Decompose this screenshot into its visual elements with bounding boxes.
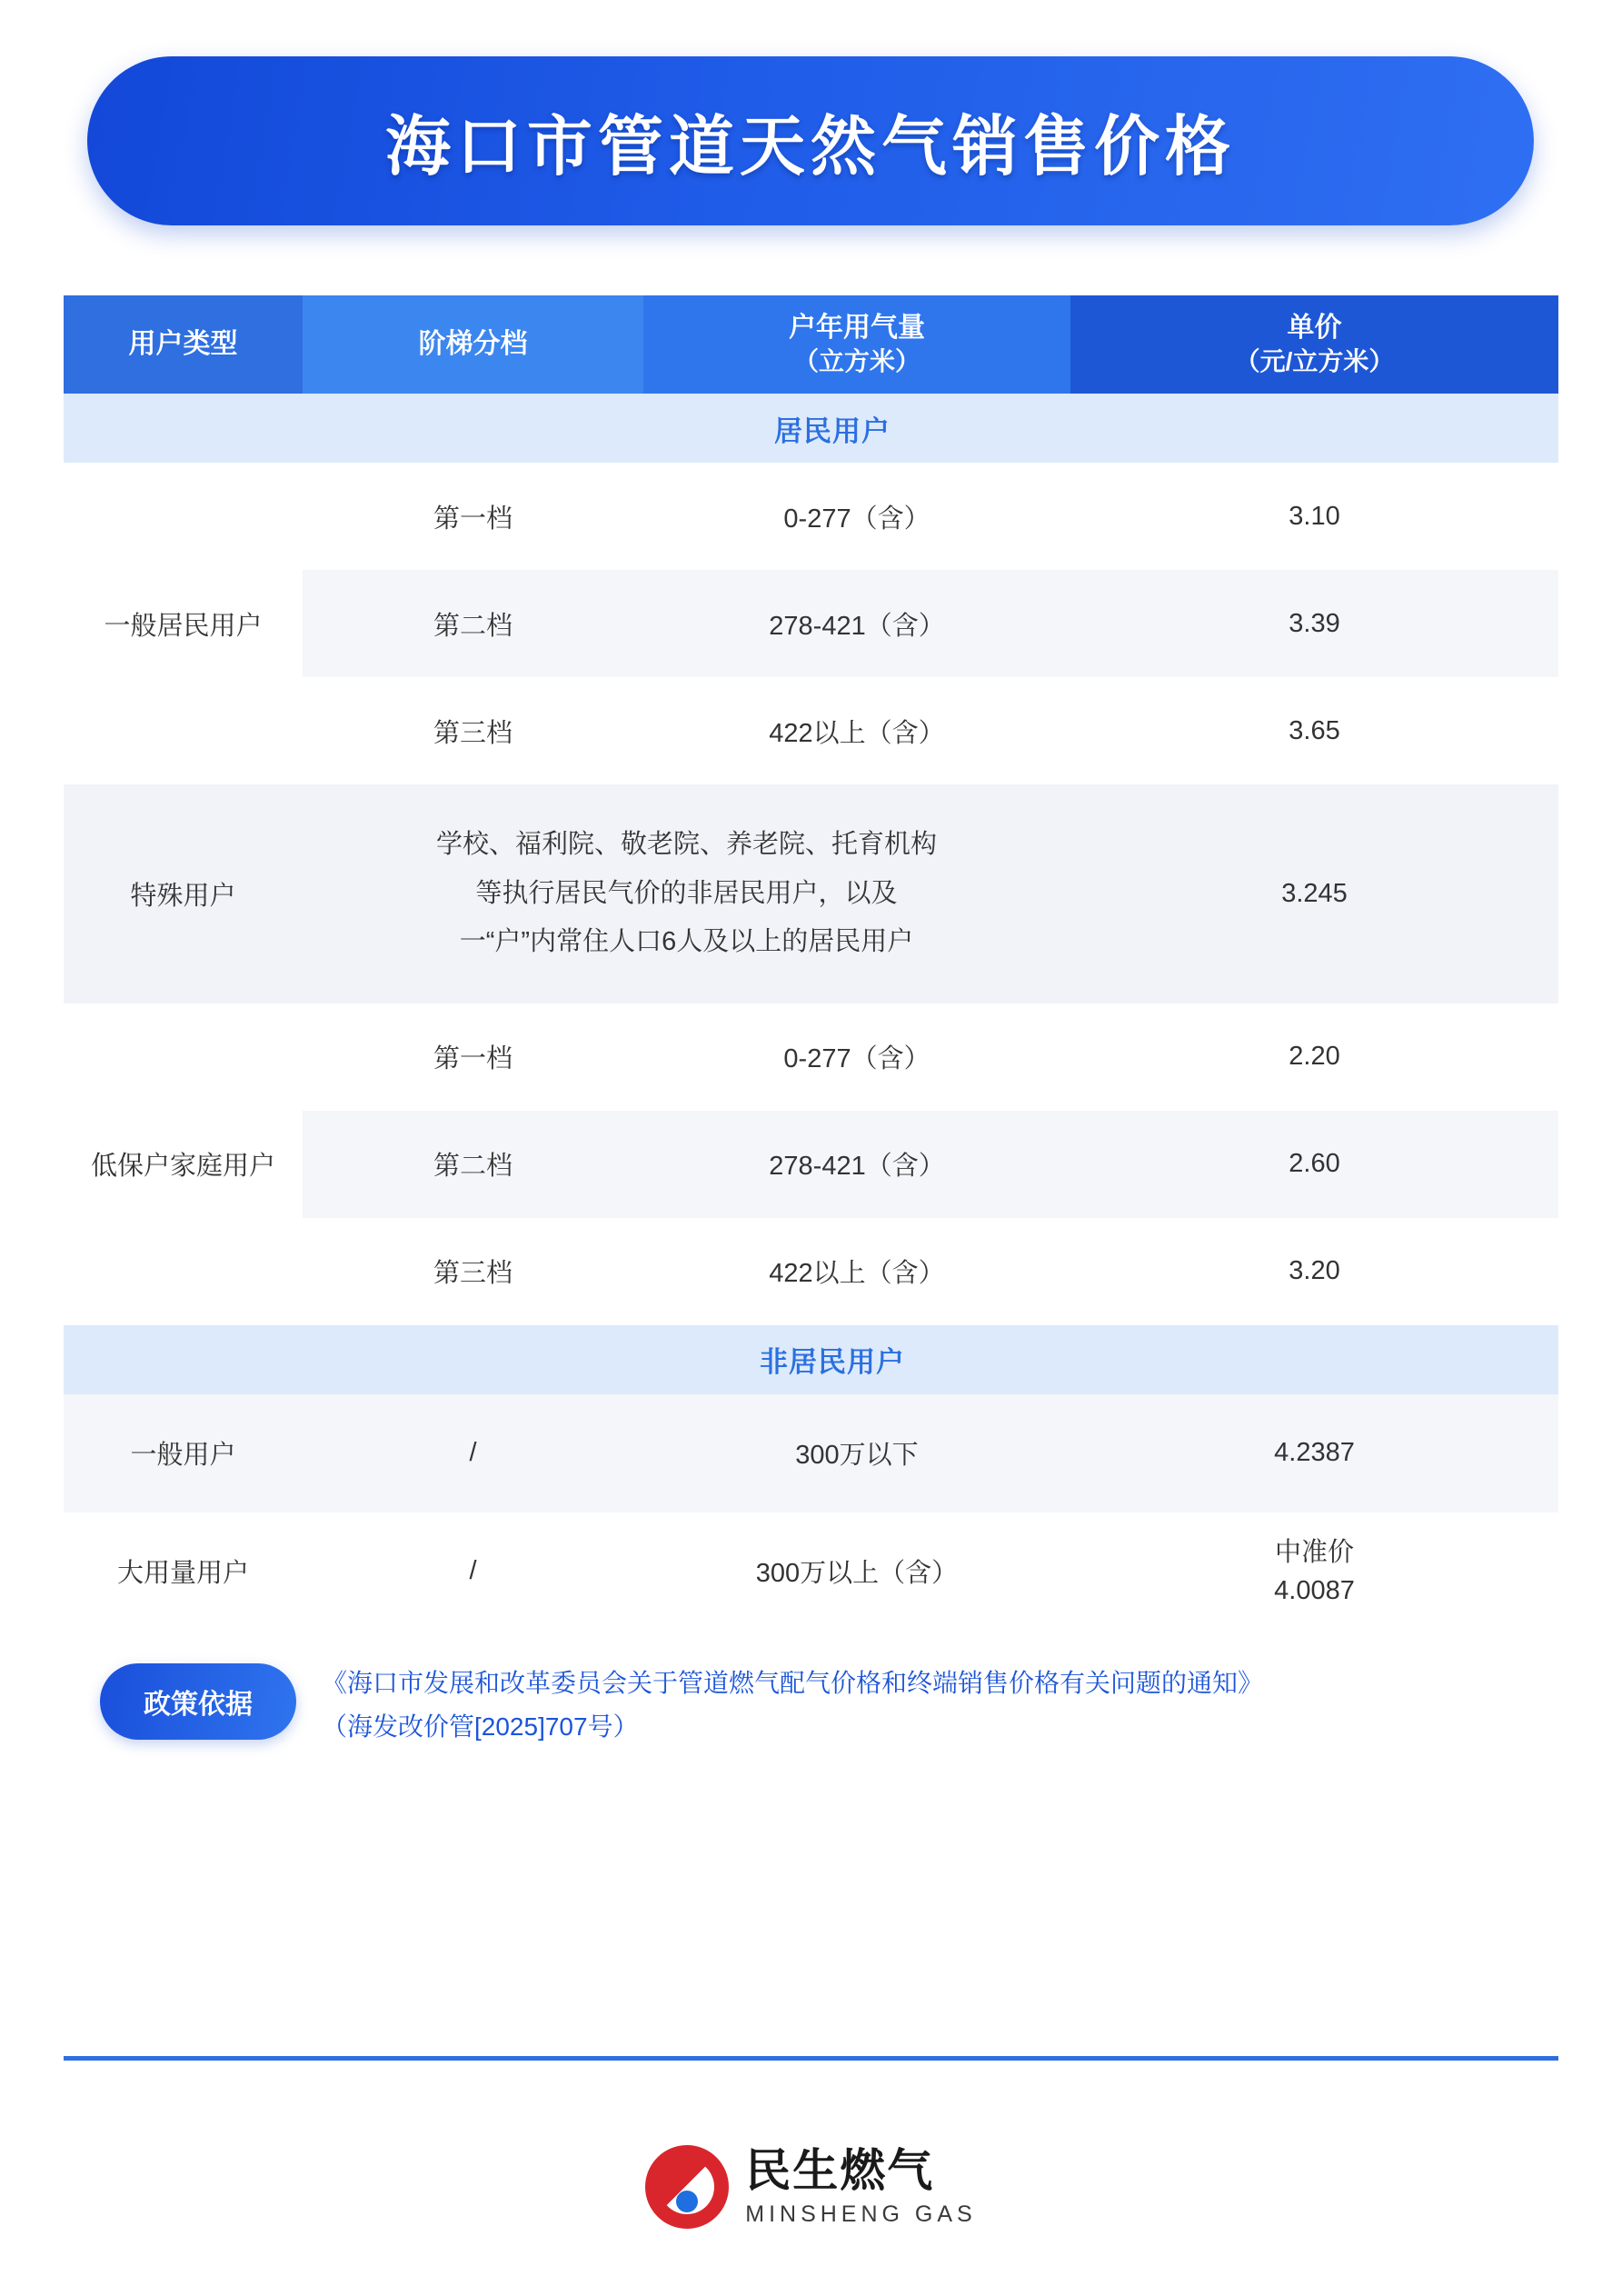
cell-tier: / bbox=[469, 1556, 477, 1586]
policy-basis-badge: 政策依据 bbox=[100, 1663, 296, 1740]
cell-price bbox=[1070, 1512, 1558, 1631]
special-description-line-1: 学校、福利院、敬老院、养老院、托育机构 bbox=[435, 830, 937, 859]
column-header-unit-price: 单价 （元/立方米） bbox=[1070, 295, 1558, 394]
section-header-non-residential bbox=[64, 1325, 1558, 1394]
row-category-low-income-household: 低保户家庭用户 bbox=[64, 1003, 303, 1325]
column-header-annual-usage: 户年用气量 （立方米） bbox=[643, 295, 1070, 394]
table-header-row bbox=[64, 295, 1558, 394]
policy-basis-row bbox=[64, 1631, 1558, 1785]
title-banner bbox=[87, 56, 1534, 225]
logo-name-en: MINSHENG GAS bbox=[745, 2201, 977, 2227]
policy-basis-container bbox=[100, 1662, 1522, 1749]
footer-logo bbox=[0, 2145, 1622, 2229]
special-description-line-3: 一“户”内常住人口6人及以上的居民用户 bbox=[459, 927, 914, 957]
section-header-label: 居民用户 bbox=[64, 394, 1558, 463]
cell-special-description bbox=[303, 784, 1070, 1003]
logo-text-block bbox=[745, 2146, 976, 2228]
table-header bbox=[64, 295, 1558, 394]
column-header-user-type: 用户类型 bbox=[64, 295, 303, 394]
price-label-benchmark: 中准价 bbox=[1274, 1537, 1354, 1567]
cell-usage: 0-277（含） bbox=[643, 463, 1070, 570]
cell-price: 3.65 bbox=[1070, 677, 1558, 784]
policy-basis-line-2: （海发改价管[2025]707号） bbox=[322, 1712, 639, 1742]
cell-tier: 第三档 bbox=[303, 677, 643, 784]
row-category-general-residential: 一般居民用户 bbox=[64, 463, 303, 784]
cell-price: 2.60 bbox=[1070, 1111, 1558, 1218]
column-header-tier: 阶梯分档 bbox=[303, 295, 643, 394]
cell-price: 3.39 bbox=[1070, 570, 1558, 677]
table-row bbox=[64, 1512, 1558, 1631]
price-table bbox=[64, 295, 1558, 1785]
section-header-residential bbox=[64, 394, 1558, 463]
cell-price: 2.20 bbox=[1070, 1003, 1558, 1111]
price-value-benchmark: 4.0087 bbox=[1274, 1575, 1355, 1605]
page-title: 海口市管道天然气销售价格 bbox=[384, 111, 1236, 184]
cell-price: 3.20 bbox=[1070, 1218, 1558, 1325]
cell-usage: 422以上（含） bbox=[643, 1218, 1070, 1325]
cell-usage: 278-421（含） bbox=[643, 1111, 1070, 1218]
title-banner-wrapper bbox=[87, 56, 1534, 225]
table-row bbox=[64, 463, 1558, 570]
policy-basis-line-1: 《海口市发展和改革委员会关于管道燃气配气价格和终端销售价格有关问题的通知》 bbox=[322, 1668, 1264, 1697]
table-row bbox=[64, 1394, 1558, 1512]
cell-usage: 0-277（含） bbox=[643, 1003, 1070, 1111]
cell-price: 3.10 bbox=[1070, 463, 1558, 570]
minsheng-gas-logo-icon bbox=[645, 2145, 729, 2229]
policy-basis-text bbox=[322, 1662, 1263, 1749]
cell-tier: 第一档 bbox=[303, 463, 643, 570]
cell-tier: 第二档 bbox=[303, 570, 643, 677]
cell-usage: 300万以上（含） bbox=[755, 1559, 959, 1589]
row-category-special-users: 特殊用户 bbox=[64, 784, 303, 1003]
cell-tier: 第二档 bbox=[303, 1111, 643, 1218]
cell-usage: 278-421（含） bbox=[643, 570, 1070, 677]
row-category-large-volume-user: 大用量用户 bbox=[116, 1559, 249, 1589]
cell-price: 3.245 bbox=[1070, 784, 1558, 1003]
bottom-divider bbox=[64, 2056, 1558, 2061]
section-header-label: 非居民用户 bbox=[64, 1325, 1558, 1394]
policy-basis-cell bbox=[64, 1631, 1558, 1785]
cell-usage: 300万以下 bbox=[643, 1394, 1070, 1512]
cell-tier: / bbox=[303, 1394, 643, 1512]
table-row-special-users bbox=[64, 784, 1558, 1003]
table-body bbox=[64, 394, 1558, 1785]
special-description-line-2: 等执行居民气价的非居民用户，以及 bbox=[475, 878, 898, 908]
cell-usage: 422以上（含） bbox=[643, 677, 1070, 784]
cell-price: 4.2387 bbox=[1070, 1394, 1558, 1512]
cell-tier: 第一档 bbox=[303, 1003, 643, 1111]
price-table-wrapper bbox=[64, 295, 1558, 1785]
logo-name-cn: 民生燃气 bbox=[745, 2145, 935, 2196]
cell-tier: 第三档 bbox=[303, 1218, 643, 1325]
row-category-general-user: 一般用户 bbox=[64, 1394, 303, 1512]
table-row bbox=[64, 1003, 1558, 1111]
